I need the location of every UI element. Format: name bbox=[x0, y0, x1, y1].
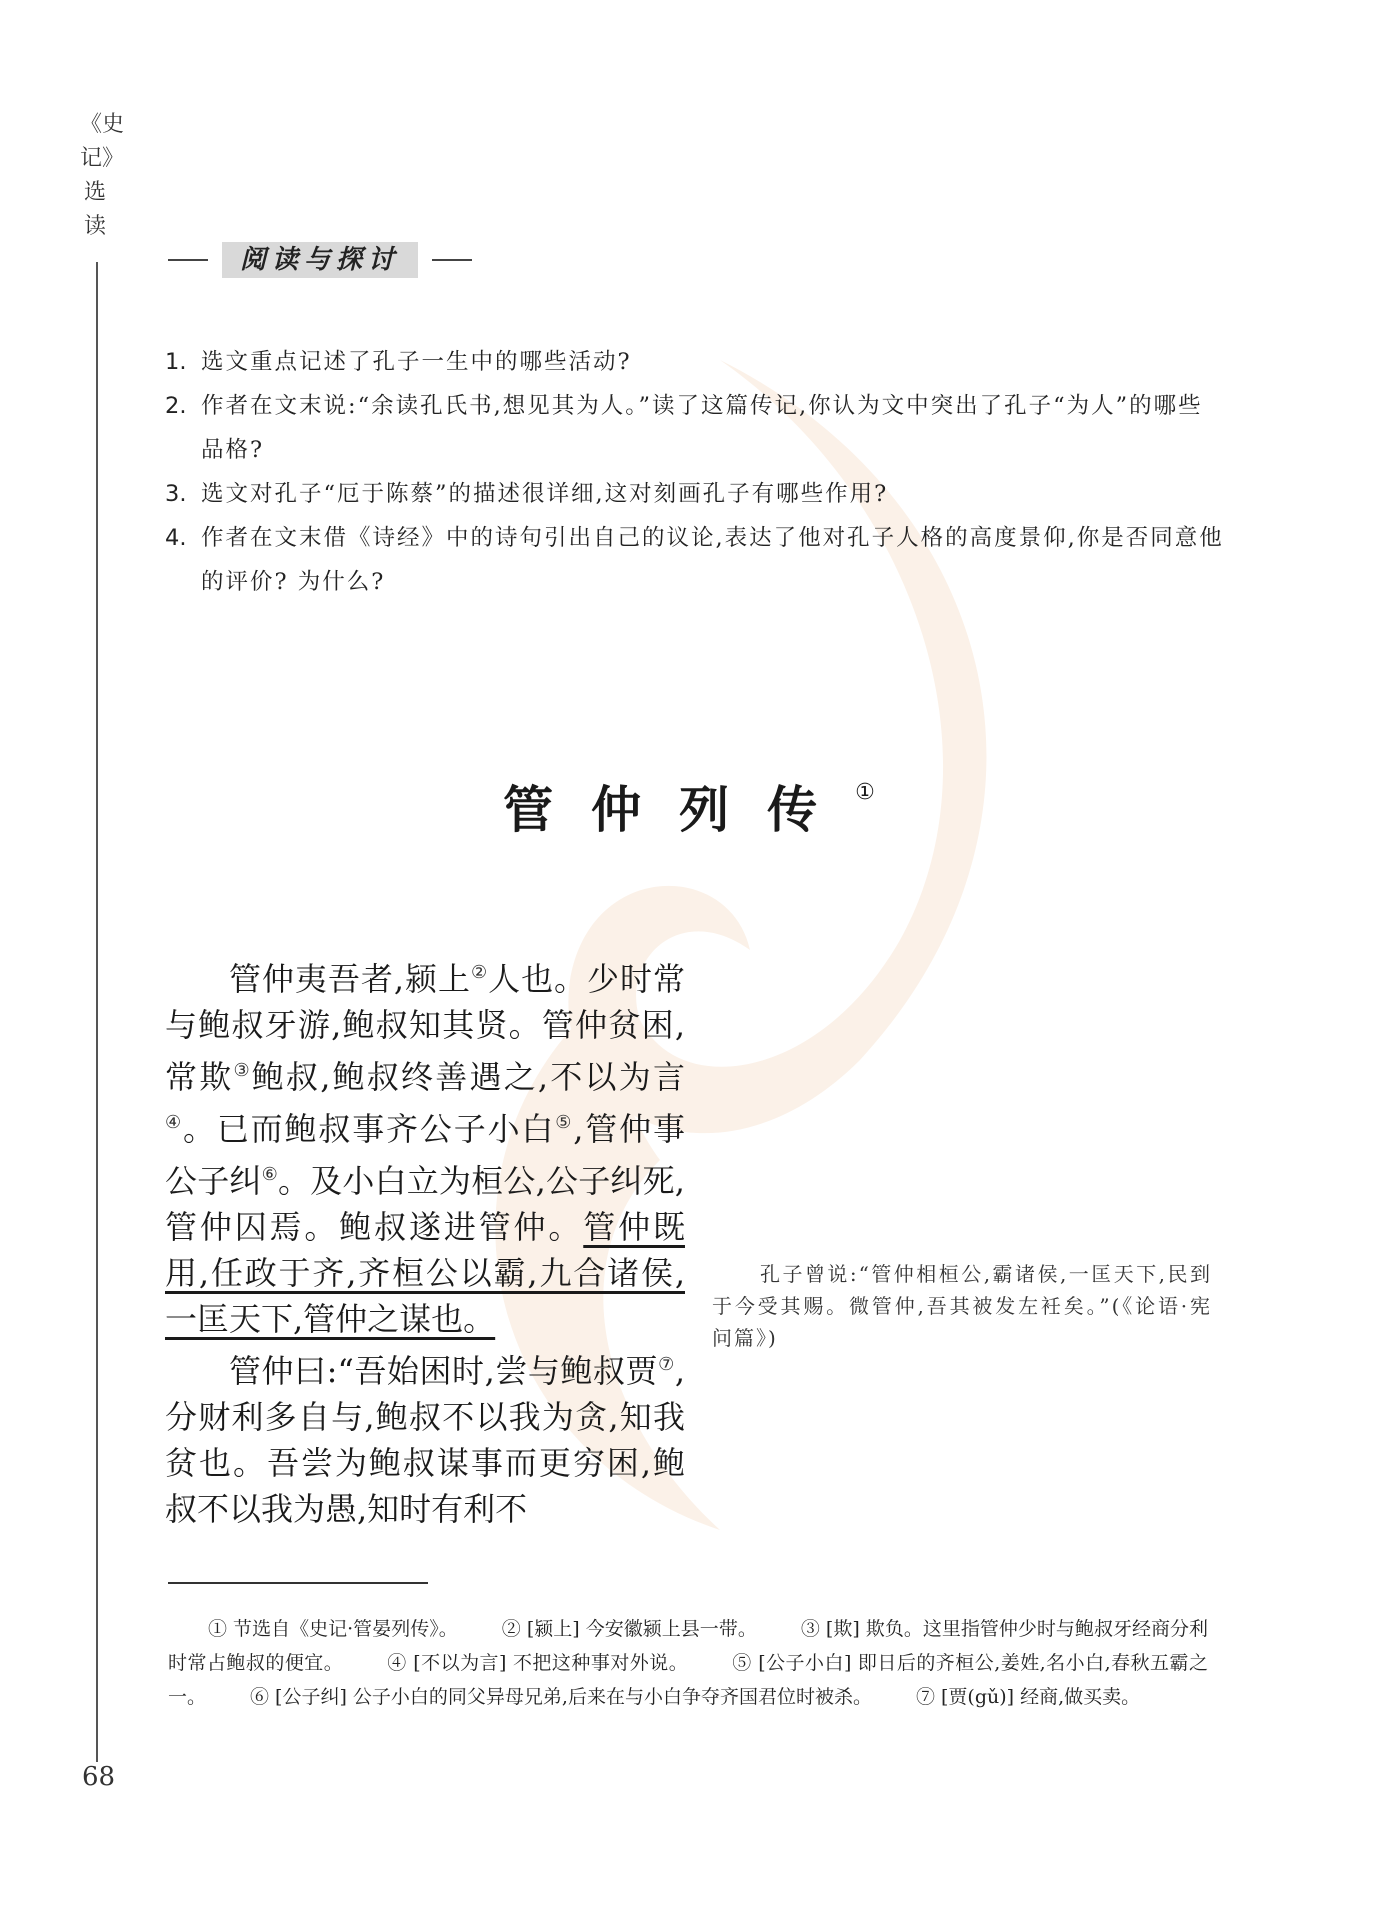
section-title: 阅读与探讨 bbox=[222, 242, 418, 278]
margin-note: 孔子曾说:“管仲相桓公,霸诸侯,一匡天下,民到于今受其赐。微管仲,吾其被发左衽矣。”(《论语·宪问篇》) bbox=[712, 1262, 1212, 1350]
article-title bbox=[0, 770, 1378, 842]
footnotes bbox=[168, 1612, 1208, 1714]
running-head-char: 读 bbox=[83, 214, 106, 239]
question-text: 作者在文末说:“余读孔氏书,想见其为人。”读了这篇传记,你认为文中突出了孔子“为人”的哪些品格? bbox=[201, 393, 1203, 463]
text-run: 人也。少时常与鲍叔牙游,鲍叔知其贤。管仲贫困,常欺 bbox=[165, 960, 685, 1096]
text-run: ,分财利多自与,鲍叔不以我为贪,知我贫也。吾尝为鲍叔谋事而更穷困,鲍叔不以我为愚,知时有利不 bbox=[165, 1352, 685, 1528]
question-text: 作者在文末借《诗经》中的诗句引出自己的议论,表达了他对孔子人格的高度景仰,你是否同意他的评价? 为什么? bbox=[201, 525, 1224, 595]
paragraph bbox=[165, 950, 685, 1342]
running-head bbox=[80, 108, 125, 244]
question-number: 1. bbox=[165, 349, 187, 375]
footnote: ⑦ [贾(gǔ)] 经商,做买卖。 bbox=[915, 1686, 1141, 1708]
question-text: 选文对孔子“厄于陈蔡”的描述很详细,这对刻画孔子有哪些作用? bbox=[201, 481, 889, 507]
footnote: ⑥ [公子纠] 公子小白的同父异母兄弟,后来在与小白争夺齐国君位时被杀。 bbox=[250, 1686, 872, 1708]
question-item bbox=[165, 472, 1225, 516]
footnote: ② [颍上] 今安徽颍上县一带。 bbox=[501, 1618, 757, 1640]
text-run: ,管仲事公子纠 bbox=[165, 1110, 685, 1200]
question-item bbox=[165, 384, 1225, 472]
text-run: 管仲夷吾者,颍上 bbox=[229, 960, 471, 998]
running-head-char: 《史 bbox=[80, 112, 125, 137]
question-number: 3. bbox=[165, 481, 187, 507]
footnote-rule bbox=[168, 1582, 428, 1584]
footnote-marker: ② bbox=[470, 962, 489, 983]
footnote-marker: ④ bbox=[165, 1112, 183, 1133]
question-item bbox=[165, 516, 1225, 604]
running-head-char: 选 bbox=[83, 180, 106, 205]
footnote: ④ [不以为言] 不把这种事对外说。 bbox=[387, 1652, 689, 1674]
question-number: 2. bbox=[165, 393, 187, 419]
question-text: 选文重点记述了孔子一生中的哪些活动? bbox=[201, 349, 632, 375]
question-item bbox=[165, 340, 1225, 384]
paragraph bbox=[165, 1342, 685, 1532]
header-rule-left bbox=[168, 259, 208, 261]
page-number: 68 bbox=[82, 1762, 116, 1792]
text-run: 管仲曰:“吾始困时,尝与鲍叔贾 bbox=[229, 1352, 659, 1390]
footnote: ① 节选自《史记·管晏列传》。 bbox=[208, 1618, 458, 1640]
question-list bbox=[165, 340, 1225, 604]
footnote-marker: ⑤ bbox=[555, 1112, 574, 1133]
footnote-marker: ⑦ bbox=[658, 1354, 675, 1375]
article-body bbox=[165, 950, 685, 1532]
question-number: 4. bbox=[165, 525, 187, 551]
title-footnote-marker: ① bbox=[855, 780, 875, 805]
text-run: 。及小白立为桓公,公子纠死,管仲囚焉。鲍叔遂进管仲。 bbox=[165, 1162, 685, 1246]
text-run: 鲍叔,鲍叔终善遇之,不以为言 bbox=[251, 1058, 685, 1096]
footnote: ③ [欺] 欺负。这里指管仲少时与鲍叔牙经商分利时常占鲍叔的便宜。 bbox=[168, 1618, 1209, 1674]
footnote: ⑤ [公子小白] 即日后的齐桓公,姜姓,名小白,春秋五霸之一。 bbox=[168, 1652, 1209, 1708]
running-head-char: 记》 bbox=[80, 146, 125, 171]
margin-rule bbox=[96, 262, 98, 1762]
footnote-marker: ⑥ bbox=[261, 1164, 278, 1185]
text-run: 。已而鲍叔事齐公子小白 bbox=[182, 1110, 556, 1148]
section-header bbox=[168, 242, 472, 278]
header-rule-right bbox=[432, 259, 472, 261]
article-title-text: 管仲列传 bbox=[503, 781, 856, 839]
underlined-sentence: 管仲既用,任政于齐,齐桓公以霸,九合诸侯,一匡天下,管仲之谋也。 bbox=[165, 1208, 685, 1338]
footnote-marker: ③ bbox=[233, 1060, 252, 1081]
